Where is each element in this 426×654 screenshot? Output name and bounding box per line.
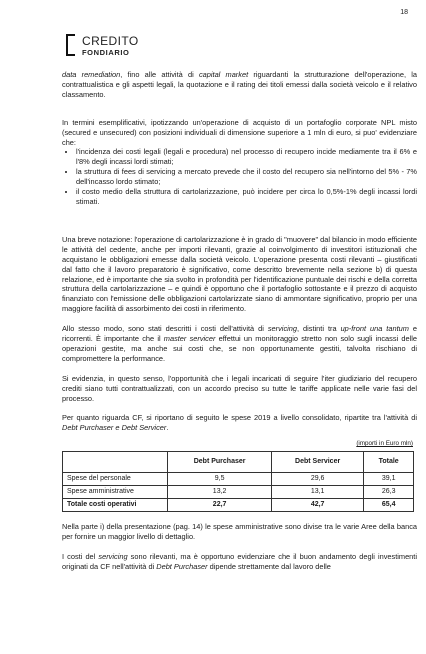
text-run: Allo stesso modo, sono stati descritti i costi dell'attività di	[62, 324, 268, 334]
text-run: e ricorrenti. È importante che il	[62, 324, 417, 344]
total-value: 22,7	[168, 499, 272, 512]
total-label: Totale costi operativi	[63, 499, 168, 512]
cell-value: 13,2	[168, 486, 272, 499]
italic-term: servicing	[267, 324, 298, 334]
text-run: riguardanti la strutturazione dell'operazione, la contrattualistica e gli aspetti legali, la quotazione e il rating dei titoli emessi dalla società veicolo e il relativo classamento.	[62, 70, 418, 99]
table-unit-note: (importi in Euro mln)	[356, 440, 413, 448]
bullet-securitisation-cost: • il costo medio della struttura di cartolarizzazione, può incidere per circa lo 0,5%-1% degli incassi lordi stimati.	[76, 187, 417, 207]
text-run: dipende strettamente dal lavoro delle	[207, 561, 331, 571]
paragraph-admin-expenses: Nella parte i) della presentazione (pag. 14) le spese amministrative sono divise tra le varie Aree della banca per fornire un maggior livello di dettaglio.	[62, 521, 417, 541]
text-run: I costi del	[62, 551, 99, 561]
paragraph-servicing-relevance	[62, 552, 417, 572]
bullet-servicing-fees: • la struttura di fees di servicing a mercato prevede che il costo del recupero sia nell'intorno del 5% - 7% dell'incasso lordo stimato;	[76, 167, 417, 187]
text-run: sono rilevanti, ma è opportuno evidenziare che il buon andamento degli investimenti originati da CF nell'attività di	[62, 551, 417, 571]
table-header-blank	[63, 452, 168, 473]
table-header-debt-purchaser: Debt Purchaser	[168, 452, 272, 473]
text-run: , fino alle attività di	[120, 70, 199, 79]
logo-bracket-icon	[66, 36, 75, 56]
text-run: , distinti tra	[297, 324, 341, 334]
row-label: Spese del personale	[63, 473, 168, 486]
cell-value: 29,6	[271, 473, 363, 486]
cost-bullet-list	[62, 147, 417, 206]
text-run: .	[166, 423, 169, 433]
costs-table	[62, 451, 414, 512]
table-row	[63, 486, 414, 499]
italic-term: servicing	[98, 551, 128, 561]
total-value: 42,7	[271, 499, 363, 512]
cell-value: 26,3	[364, 486, 414, 499]
cell-value: 9,5	[168, 473, 272, 486]
cell-value: 39,1	[364, 473, 414, 486]
table-header-totale: Totale	[364, 452, 414, 473]
document-body	[62, 70, 417, 572]
paragraph-securitisation-note: Una breve notazione: l'operazione di cartolarizzazione è in grado di "muovere" dal bilancio in modo efficiente le attività del cedente, anche per importi rilevanti, grazie al coinvolgimento di investitori istituzionali che acquistano le obbligazioni emesse dalla società veicolo. L'operazione presenta costi rilevanti – giustificati dal fatto che il lavoro preparatorio è significativo, come descritto brevemente nella sezione b) di questa relazione, ed è importante che sia svolto in profondità per l'identificazione puntuale dei rischi e della corretta struttura della cartolarizzazione – e quindi è opportuno che il portafoglio sottostante e il prezzo di acquisto finanziato con l'emissione delle obbligazioni cartolarizzate siano di ammontare significativo, proprio per una maggiore facilità di assorbimento dei costi in riferimento.	[62, 234, 417, 314]
logo-line1: CREDITO	[82, 34, 139, 48]
page-number: 18	[400, 9, 408, 16]
italic-term: Debt Purchaser	[156, 561, 208, 571]
total-value: 65,4	[364, 499, 414, 512]
paragraph-cf-expenses	[62, 413, 417, 433]
text-run: effettui un monitoraggio stretto non solo sugli incassi delle operazioni gestite, ma anche sui costi che, se non opportunamente gestiti, talvolta rischiano di compromettere la performance.	[62, 334, 417, 363]
cell-value: 13,1	[271, 486, 363, 499]
paragraph-example-intro: In termini esemplificativi, ipotizzando un'operazione di acquisto di un portafoglio corporate NPL misto (secured e unsecured) con posizioni individuali di dimensione superiore a 1 mln di euro, si puo' evidenziare che:	[62, 117, 417, 147]
italic-term: Debt Purchaser e Debt Servicer	[62, 423, 167, 433]
table-header-row	[63, 452, 414, 473]
bullet-legal-costs: • l'incidenza dei costi legali (legali e procedura) nel processo di recupero incide mediamente tra il 6% e l'8% degli incassi lordi stimati;	[76, 147, 417, 167]
table-row	[63, 473, 414, 486]
logo-line2: FONDIARIO	[82, 48, 130, 57]
table-header-debt-servicer: Debt Servicer	[271, 452, 363, 473]
paragraph-capital-market	[62, 70, 417, 100]
credito-fondiario-logo	[66, 34, 166, 58]
italic-term: data remediation	[62, 70, 121, 79]
table-total-row	[63, 499, 414, 512]
paragraph-servicing-costs	[62, 324, 417, 364]
row-label: Spese amministrative	[63, 486, 168, 499]
paragraph-legal-contracts: Si evidenzia, in questo senso, l'opportunità che i legali incaricati di seguire l'iter giudiziario del recupero crediti siano tutti contrattualizzati, con un accordo preciso su tutte le tariffe applicate nelle varie fasi del processo.	[62, 373, 417, 403]
italic-term: capital market	[198, 70, 249, 79]
text-run: Per quanto riguarda CF, si riportano di seguito le spese 2019 a livello consolidato, ripartite tra l'attività di	[62, 413, 417, 423]
italic-term: master servicer	[163, 334, 216, 344]
italic-term: up-front una tantum	[340, 324, 409, 334]
